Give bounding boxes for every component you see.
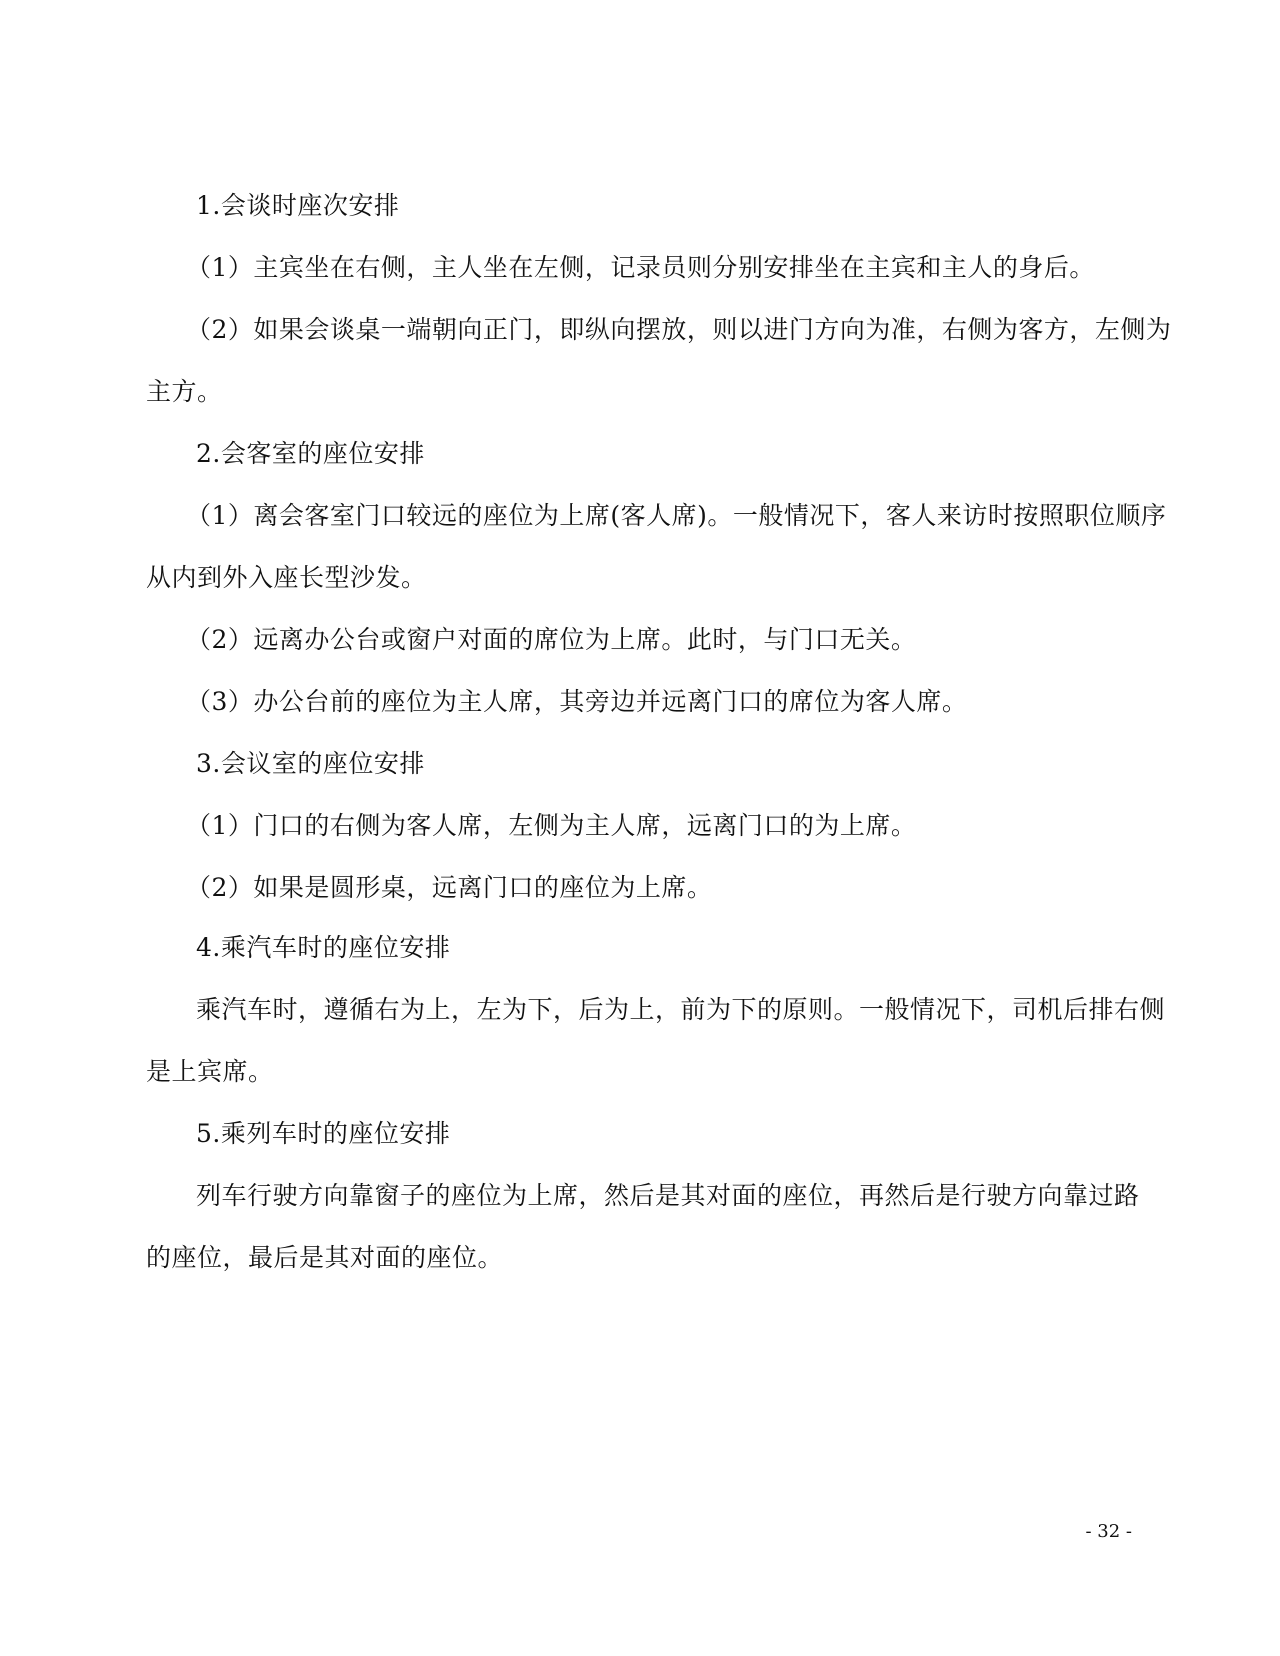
paragraph-line: （1）主宾坐在右侧，主人坐在左侧，记录员则分别安排坐在主宾和主人的身后。 [186,253,1095,282]
section-heading-2: 2.会客室的座位安排 [196,439,425,468]
paragraph-line: 主方。 [146,377,223,406]
paragraph-line: 从内到外入座长型沙发。 [146,563,427,592]
paragraph-line: 是上宾席。 [146,1057,274,1086]
paragraph-line: 的座位，最后是其对面的座位。 [146,1243,504,1272]
section-heading-4: 4.乘汽车时的座位安排 [196,933,451,962]
page-number: - 32 - [1085,1521,1132,1542]
paragraph-line: （2）如果会谈桌一端朝向正门，即纵向摆放，则以进门方向为准，右侧为客方，左侧为 [186,315,1172,344]
paragraph-line: （1）离会客室门口较远的座位为上席(客人席)。一般情况下，客人来访时按照职位顺序 [186,501,1167,530]
paragraph-line: （2）如果是圆形桌，远离门口的座位为上席。 [186,873,713,902]
section-heading-3: 3.会议室的座位安排 [196,749,425,778]
paragraph-line: （3）办公台前的座位为主人席，其旁边并远离门口的席位为客人席。 [186,687,968,716]
paragraph-line: 列车行驶方向靠窗子的座位为上席，然后是其对面的座位，再然后是行驶方向靠过路 [196,1181,1140,1210]
paragraph-line: 乘汽车时，遵循右为上，左为下，后为上，前为下的原则。一般情况下，司机后排右侧 [196,995,1166,1024]
section-heading-1: 1.会谈时座次安排 [196,191,400,220]
paragraph-line: （1）门口的右侧为客人席，左侧为主人席，远离门口的为上席。 [186,811,917,840]
section-heading-5: 5.乘列车时的座位安排 [196,1119,451,1148]
paragraph-line: （2）远离办公台或窗户对面的席位为上席。此时，与门口无关。 [186,625,917,654]
